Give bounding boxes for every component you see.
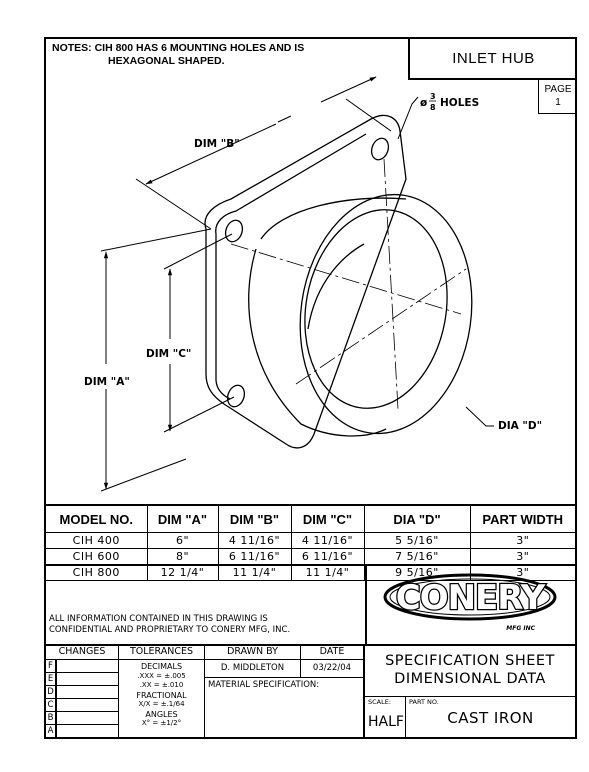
logo-graphic	[367, 566, 573, 642]
change-letter: B	[46, 712, 56, 725]
cell: 4 11/16"	[218, 533, 291, 549]
confidential-line-1: ALL INFORMATION CONTAINED IN THIS DRAWING IS	[49, 614, 268, 624]
header-dim-b: DIM "B"	[218, 505, 291, 533]
tol-decimals: DECIMALS	[140, 662, 183, 671]
tol-xx: .XX = ±.010	[139, 681, 184, 689]
cell: 11 1/4"	[291, 565, 364, 581]
tolerances-header: TOLERANCES	[119, 646, 205, 660]
mounting-hole-top-left	[223, 218, 246, 244]
hole-fraction-num: 3	[430, 92, 436, 101]
table-row	[46, 549, 575, 565]
scale-label: SCALE:	[368, 698, 392, 706]
header-model-no: MODEL NO.	[46, 505, 147, 533]
mounting-hole-bottom-left	[225, 383, 248, 409]
cell: 4 11/16"	[291, 533, 364, 549]
notes-line-1: NOTES: CIH 800 HAS 6 MOUNTING HOLES AND IS	[52, 42, 305, 54]
header-part-width: PART WIDTH	[470, 505, 575, 533]
change-cell	[56, 686, 119, 699]
change-cell	[56, 712, 119, 725]
drawn-by-header: DRAWN BY	[205, 646, 301, 660]
cell: 12 1/4"	[147, 565, 218, 581]
dim-b-label: DIM "B"	[194, 138, 240, 150]
cell: 3"	[470, 565, 575, 581]
spec-title-line-2: DIMENSIONAL DATA	[394, 671, 546, 687]
cell: 6 11/16"	[291, 549, 364, 565]
header-dia-d: DIA "D"	[364, 505, 470, 533]
tol-angles: ANGLES	[145, 709, 178, 719]
date-header: DATE	[301, 646, 365, 660]
cell: 6"	[147, 533, 218, 549]
confidential-line-2: CONFIDENTIAL AND PROPRIETARY TO CONERY MFG, INC.	[49, 625, 291, 635]
dia-d-label: DIA "D"	[498, 420, 543, 432]
part-no-value: CAST IRON	[447, 709, 534, 727]
tol-ang: X° = ±1/2°	[141, 719, 182, 727]
hub-bore	[290, 198, 463, 419]
tol-xxx: .XXX = ±.005	[137, 671, 186, 680]
notes-line-2: HEXAGONAL SHAPED.	[108, 55, 225, 67]
dim-a-label: DIM "A"	[84, 376, 130, 388]
conery-logo	[365, 564, 575, 644]
cell: 5 5/16"	[364, 533, 470, 549]
hub-body	[261, 198, 406, 239]
tol-frac: X/X = ±.1/64	[138, 700, 185, 708]
divider	[365, 696, 575, 697]
dim-c-label: DIM "C"	[146, 348, 192, 360]
cell: CIH 800	[46, 565, 147, 581]
spec-title-line-1: SPECIFICATION SHEET	[385, 653, 555, 669]
cell: 7 5/16"	[364, 549, 470, 565]
change-letter: D	[46, 686, 56, 699]
spec-title	[365, 652, 575, 688]
drawn-by-value: D. MIDDLETON	[205, 660, 301, 678]
change-letter: A	[46, 725, 56, 739]
header-dim-a: DIM "A"	[147, 505, 218, 533]
cell: 3"	[470, 533, 575, 549]
inlet-hub-drawing	[46, 39, 575, 504]
material-spec-label: MATERIAL SPECIFICATION:	[208, 680, 320, 690]
change-letter: C	[46, 699, 56, 712]
drawing-title: INLET HUB	[408, 39, 577, 80]
hole-prefix: ø	[420, 97, 428, 109]
tolerances-block	[119, 660, 204, 739]
hub-front-rim	[285, 183, 487, 444]
header-dim-c: DIM "C"	[291, 505, 364, 533]
cell: 6 11/16"	[218, 549, 291, 565]
cell: CIH 400	[46, 533, 147, 549]
change-cell	[56, 725, 119, 739]
cell: 9 5/16"	[364, 565, 470, 581]
cell: CIH 600	[46, 549, 147, 565]
logo-sub: MFG INC	[506, 625, 535, 632]
change-cell	[56, 660, 119, 673]
hole-fraction-den: 8	[430, 103, 436, 112]
changes-header: CHANGES	[46, 646, 119, 660]
date-value: 03/22/04	[301, 660, 365, 678]
tol-fractional: FRACTIONAL	[136, 690, 187, 700]
mounting-hole-top-right	[369, 136, 392, 162]
scale-value: HALF	[368, 714, 404, 730]
change-letter: F	[46, 660, 56, 673]
part-no-label: PART NO.	[409, 698, 439, 706]
drawing-sheet	[44, 37, 577, 739]
cell: 11 1/4"	[218, 565, 291, 581]
cell: 8"	[147, 549, 218, 565]
page-label: PAGE	[544, 84, 572, 95]
change-cell	[56, 699, 119, 712]
cell: 3"	[470, 549, 575, 565]
changes-list	[46, 660, 119, 739]
confidential-notice	[46, 564, 365, 644]
page-number: 1	[555, 97, 561, 108]
change-letter: E	[46, 673, 56, 686]
logo-text: CONERY	[395, 578, 545, 618]
table-row	[46, 533, 575, 549]
title-block	[46, 644, 575, 739]
holes-label: HOLES	[440, 97, 480, 109]
change-cell	[56, 673, 119, 686]
